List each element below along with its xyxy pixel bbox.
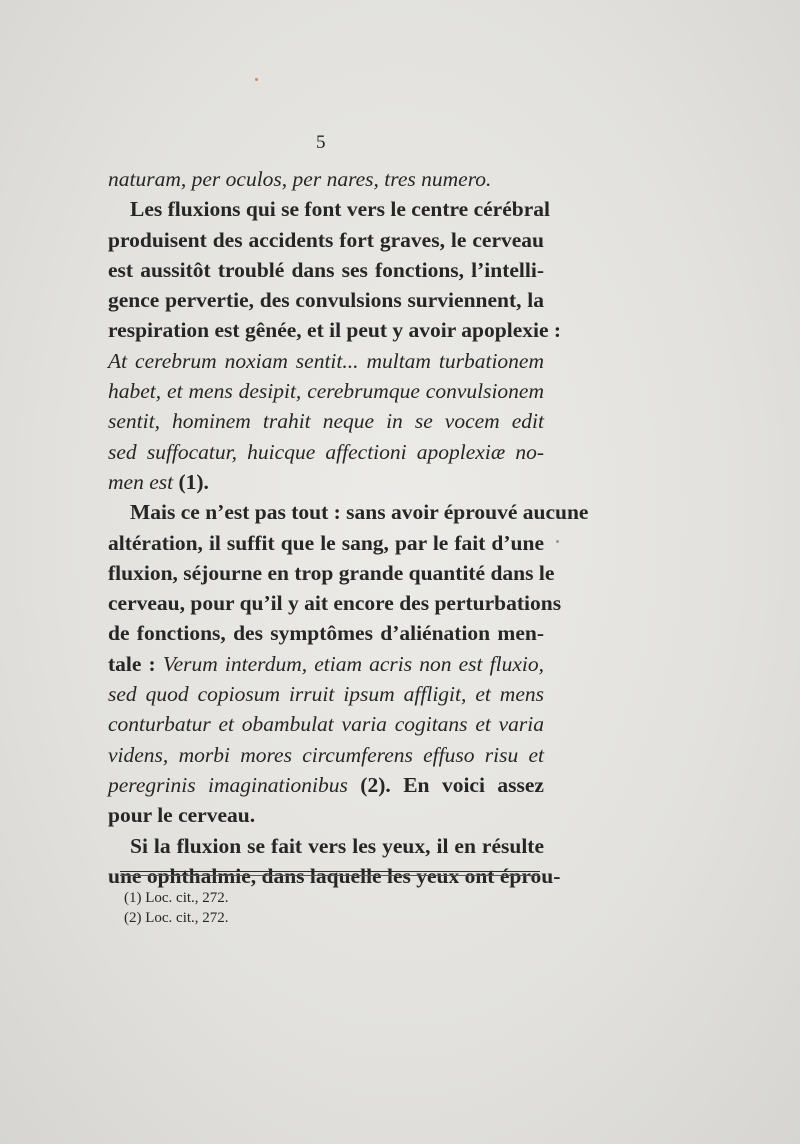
text-segment: tale :	[108, 651, 163, 676]
latin-quote-segment: Verum interdum, etiam acris non est fluxio,	[162, 651, 544, 676]
text-segment: de fonctions, des symptômes d’aliénation men-	[108, 621, 544, 646]
text-line	[108, 467, 544, 497]
text-line	[108, 618, 544, 648]
paper-speck	[255, 78, 258, 81]
paper-speck	[556, 540, 559, 543]
text-line	[108, 528, 544, 558]
text-line	[108, 225, 544, 255]
text-line	[108, 315, 562, 345]
latin-quote-segment: sed suffocatur, huicque affectioni apoplexiæ no-	[108, 439, 544, 464]
latin-quote-segment: sed quod copiosum irruit ipsum affligit, et mens	[108, 682, 544, 707]
latin-quote-segment: naturam, per oculos, per nares, tres numero.	[108, 167, 492, 191]
text-line	[108, 406, 544, 436]
text-line	[108, 679, 544, 709]
text-line	[108, 558, 555, 588]
text-line	[108, 255, 544, 285]
text-segment: respiration est gênée, et il peut y avoir apoplexie :	[108, 318, 562, 343]
latin-quote-segment: conturbatur et obambulat varia cogitans et varia	[108, 712, 544, 737]
text-segment: Si la fluxion se fait vers les yeux, il en résulte	[130, 833, 544, 858]
page-number: 5	[316, 132, 326, 153]
text-line	[108, 497, 589, 527]
footnote-1: (1) Loc. cit., 272.	[124, 890, 229, 906]
text-segment: Mais ce n’est pas tout : sans avoir éprouvé aucune	[130, 500, 589, 525]
latin-quote-segment: sentit, hominem trahit neque in se vocem edit	[108, 409, 544, 434]
text-segment: (1).	[173, 469, 209, 494]
latin-quote-segment: men est	[108, 469, 174, 494]
text-line	[108, 285, 544, 315]
text-segment: gence pervertie, des convulsions surviennent, la	[108, 288, 544, 313]
text-segment: pour le cerveau.	[108, 803, 256, 828]
footnote-separator-thin	[120, 875, 540, 876]
text-segment: Les fluxions qui se font vers le centre cérébral	[130, 197, 550, 222]
latin-quote-segment: peregrinis imaginationibus	[108, 772, 348, 797]
text-line	[108, 437, 544, 467]
text-segment: fluxion, séjourne en trop grande quantité dans le	[108, 560, 555, 585]
text-segment: une ophthalmie, dans laquelle les yeux ont éprou-	[108, 863, 561, 888]
text-line	[108, 194, 550, 224]
text-line	[108, 649, 544, 679]
footnotes	[124, 888, 229, 928]
text-line	[108, 740, 544, 770]
latin-quote-segment: habet, et mens desipit, cerebrumque convulsionem	[108, 379, 544, 404]
text-segment: est aussitôt troublé dans ses fonctions, l’intelli-	[108, 257, 544, 282]
text-segment: cerveau, pour qu’il y ait encore des perturbations	[108, 591, 562, 616]
text-line	[108, 831, 544, 861]
text-line	[108, 588, 562, 618]
text-line	[108, 346, 544, 376]
text-segment: altération, il suffit que le sang, par le fait d’une	[108, 530, 544, 555]
text-line	[108, 770, 544, 800]
footnote-separator	[120, 871, 540, 872]
latin-quote-segment: videns, morbi mores circumferens effuso risu et	[108, 742, 544, 767]
latin-quote-segment: At cerebrum noxiam sentit... multam turbationem	[108, 348, 544, 373]
text-line	[108, 376, 544, 406]
footnote-2: (2) Loc. cit., 272.	[124, 910, 229, 926]
body-text	[108, 164, 589, 891]
text-line	[108, 800, 544, 830]
text-line	[108, 164, 544, 194]
text-segment: (2). En voici assez	[347, 772, 544, 797]
text-line	[108, 709, 544, 739]
text-segment: produisent des accidents fort graves, le cerveau	[108, 227, 544, 252]
